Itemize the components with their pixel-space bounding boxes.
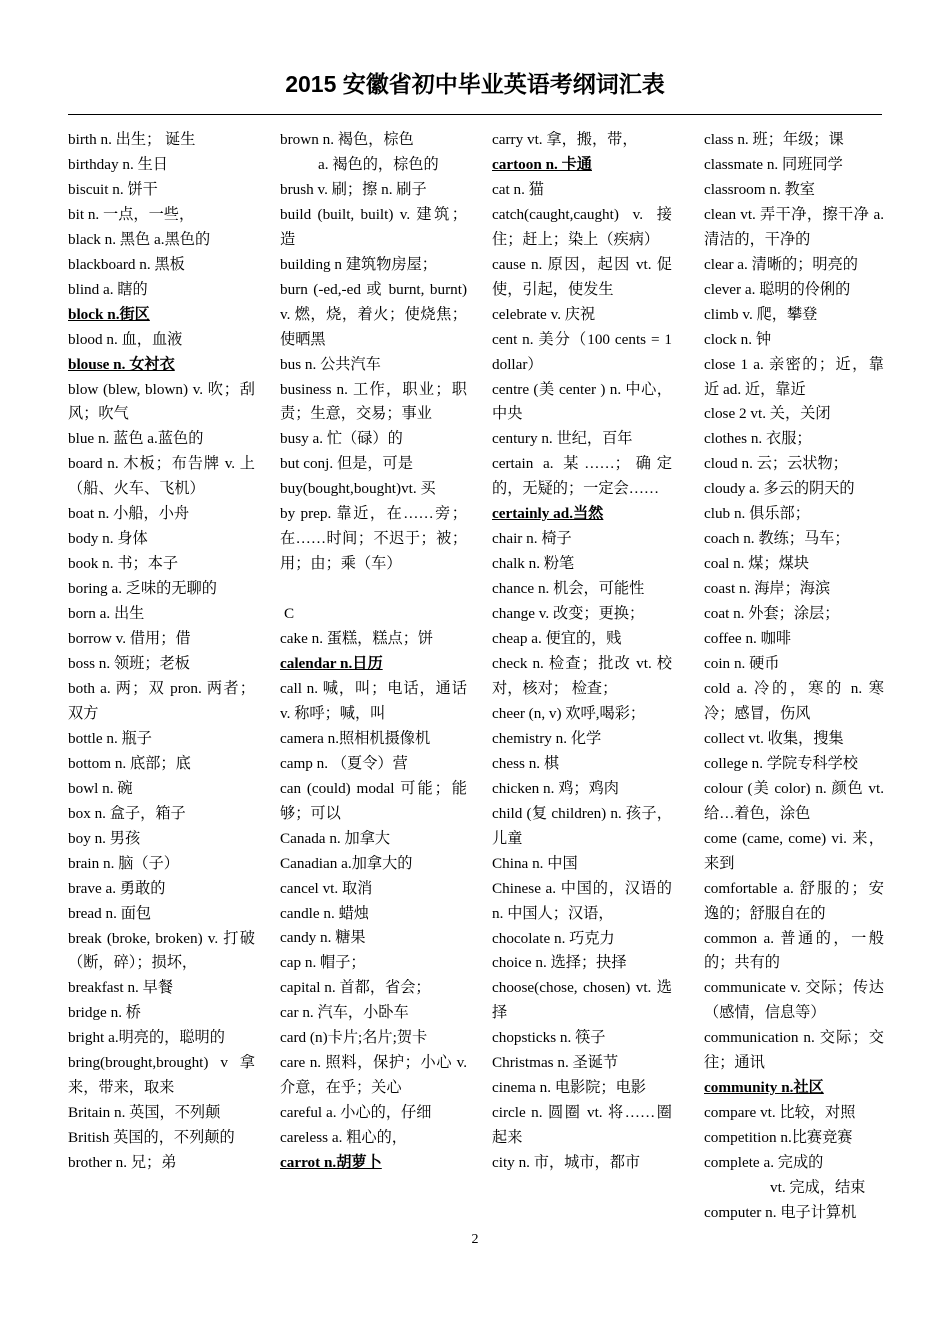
vocab-entry: comfortable a. 舒服的；安逸的；舒服自在的: [704, 879, 884, 922]
vocab-entry: block n.街区: [68, 305, 150, 323]
vocab-entry: board n. 木板；布告牌 v. 上（船、火车、飞机）: [68, 455, 255, 498]
vocab-entry: but conj. 但是，可是: [280, 455, 413, 473]
vocab-entry: both a. 两；双 pron. 两者；双方: [68, 679, 255, 722]
vocab-column-3: [492, 128, 672, 1176]
vocab-entry: cold a. 冷的，寒的 n. 寒冷；感冒，伤风: [704, 679, 884, 722]
vocab-entry: cinema n. 电影院；电影: [492, 1079, 646, 1097]
vocab-entry: cloud n. 云；云状物；: [704, 455, 848, 473]
vocab-entry: close 1 a. 亲密的；近，靠近 ad. 近，靠近: [704, 355, 884, 398]
vocab-entry: blue n. 蓝色 a.蓝色的: [68, 430, 204, 448]
vocab-entry: brother n. 兄；弟: [68, 1154, 177, 1172]
vocab-entry: box n. 盒子，箱子: [68, 804, 186, 822]
vocab-entry: classroom n. 教室: [704, 180, 815, 198]
vocab-entry: bottle n. 瓶子: [68, 729, 152, 747]
vocab-entry: bright a.明亮的，聪明的: [68, 1029, 225, 1047]
vocab-entry: building n 建筑物房屋；: [280, 255, 437, 273]
vocab-entry: calendar n.日历: [280, 655, 383, 672]
vocab-entry: boss n. 领班；老板: [68, 655, 190, 673]
vocab-entry: body n. 身体: [68, 530, 148, 548]
vocab-entry: brush v. 刷；擦 n. 刷子: [280, 180, 427, 198]
vocab-entry: a. 褐色的，棕色的: [318, 155, 439, 173]
page-number: 2: [471, 1232, 479, 1247]
vocab-entry: certain a. 某……；确定的，无疑的；一定会……: [492, 455, 672, 498]
vocab-entry: can (could) modal 可能；能够；可以: [280, 779, 467, 822]
vocab-entry: car n. 汽车，小卧车: [280, 1004, 409, 1022]
vocab-entry: cake n. 蛋糕，糕点；饼: [280, 630, 434, 648]
vocab-entry: chair n. 椅子: [492, 530, 572, 548]
vocab-entry: clock n. 钟: [704, 330, 772, 348]
vocab-entry: clear a. 清晰的；明亮的: [704, 255, 858, 273]
vocab-entry: cent n. 美分（100 cents = 1 dollar）: [492, 330, 672, 373]
section-letter: C: [284, 605, 295, 623]
vocab-entry: Canada n. 加拿大: [280, 829, 391, 847]
vocab-entry: busy a. 忙（碌）的: [280, 430, 403, 448]
vocab-entry: city n. 市，城市，都市: [492, 1154, 641, 1172]
vocab-entry: black n. 黑色 a.黑色的: [68, 230, 211, 248]
vocab-entry: communicate v. 交际；传达（感情，信息等）: [704, 979, 884, 1022]
vocab-entry: brave a. 勇敢的: [68, 879, 166, 897]
vocab-entry: blow (blew, blown) v. 吹；刮风；吹气: [68, 380, 255, 423]
vocab-entry: carrot n.胡萝卜: [280, 1154, 382, 1172]
vocab-entry: colour (美 color) n. 颜色 vt. 给…着色，涂色: [704, 779, 884, 822]
vocab-entry: cloudy a. 多云的阴天的: [704, 480, 855, 498]
vocab-entry: Britain n. 英国，不列颠: [68, 1104, 221, 1122]
vocab-entry: book n. 书；本子: [68, 555, 179, 573]
vocab-entry: birthday n. 生日: [68, 155, 168, 173]
vocab-entry: coat n. 外套；涂层；: [704, 605, 840, 623]
vocab-entry: coast n. 海岸；海滨: [704, 580, 831, 598]
vocab-entry: Canadian a.加拿大的: [280, 854, 413, 872]
vocab-entry: chopsticks n. 筷子: [492, 1029, 606, 1047]
vocab-entry: clever a. 聪明的伶俐的: [704, 280, 851, 298]
vocab-entry: certainly ad.当然: [492, 505, 604, 523]
vocab-entry: communication n. 交际；交往；通讯: [704, 1029, 884, 1072]
vocab-entry: competition n.比赛竞赛: [704, 1129, 853, 1147]
vocab-entry: careless a. 粗心的，: [280, 1129, 407, 1147]
vocab-entry: call n. 喊，叫；电话，通话 v. 称呼；喊，叫: [280, 679, 467, 722]
vocab-entry: birth n. 出生； 诞生: [68, 131, 196, 148]
vocab-entry: complete a. 完成的: [704, 1154, 824, 1172]
vocab-entry: bus n. 公共汽车: [280, 355, 381, 373]
vocab-entry: circle n. 圆圈 vt. 将……圈起来: [492, 1104, 672, 1147]
vocab-entry: compare vt. 比较，对照: [704, 1104, 856, 1122]
vocab-entry: computer n. 电子计算机: [704, 1203, 857, 1221]
vocab-entry: brown n. 褐色，棕色: [280, 131, 414, 148]
vocab-entry: collect vt. 收集，搜集: [704, 729, 844, 747]
vocab-entry: by prep. 靠近，在……旁；在……时间；不迟于；被；用；由；乘（车）: [280, 505, 467, 573]
vocab-entry: breakfast n. 早餐: [68, 979, 174, 997]
vocab-entry: century n. 世纪，百年: [492, 430, 633, 448]
vocab-entry: card (n)卡片;名片;贺卡: [280, 1029, 428, 1047]
vocab-entry: Chinese a. 中国的，汉语的 n. 中国人；汉语，: [492, 879, 672, 922]
vocab-entry: coffee n. 咖啡: [704, 630, 792, 648]
vocab-entry: chemistry n. 化学: [492, 729, 602, 747]
vocab-column-2: [280, 128, 467, 1176]
vocab-entry: cheer (n, v) 欢呼,喝彩；: [492, 704, 646, 722]
vocab-entry: change v. 改变；更换；: [492, 605, 645, 623]
vocab-entry: carry vt. 拿，搬，带，: [492, 131, 638, 148]
vocab-entry: blood n. 血，血液: [68, 330, 183, 348]
vocab-entry: vt. 完成，结束: [770, 1179, 866, 1197]
vocab-entry: child (复 children) n. 孩子，儿童: [492, 804, 672, 847]
vocab-entry: cancel vt. 取消: [280, 879, 373, 897]
blank-line: [280, 577, 467, 602]
vocab-entry: buy(bought,bought)vt. 买: [280, 480, 436, 498]
vocab-entry: bread n. 面包: [68, 904, 152, 922]
vocab-entry: cap n. 帽子；: [280, 954, 366, 972]
vocab-entry: Christmas n. 圣诞节: [492, 1054, 619, 1072]
vocab-entry: chalk n. 粉笔: [492, 555, 575, 573]
vocab-entry: bottom n. 底部；底: [68, 754, 191, 772]
vocab-entry: cat n. 猫: [492, 180, 544, 198]
vocab-entry: camera n.照相机摄像机: [280, 729, 431, 747]
vocab-entry: candy n. 糖果: [280, 929, 366, 947]
vocab-column-4: [704, 128, 884, 1226]
vocab-entry: check n. 检查；批改 vt. 校对，核对； 检查；: [492, 655, 672, 697]
vocab-entry: careful a. 小心的，仔细: [280, 1104, 432, 1122]
vocab-entry: close 2 vt. 关，关闭: [704, 405, 831, 423]
vocab-entry: come (came, come) vi. 来，来到: [704, 829, 884, 872]
vocab-entry: burn (-ed,-ed 或 burnt, burnt) v. 燃，烧，着火；使烧焦；使晒黑: [280, 280, 467, 348]
vocab-entry: common a. 普通的，一般的；共有的: [704, 929, 884, 972]
vocab-entry: bridge n. 桥: [68, 1004, 141, 1022]
vocab-entry: celebrate v. 庆祝: [492, 305, 596, 323]
vocab-entry: clean vt. 弄干净，擦干净 a. 清洁的，干净的: [704, 205, 884, 248]
vocab-entry: college n. 学院专科学校: [704, 754, 858, 772]
vocab-entry: chicken n. 鸡；鸡肉: [492, 779, 619, 797]
vocab-entry: borrow v. 借用；借: [68, 630, 191, 648]
vocab-entry: chess n. 棋: [492, 754, 560, 772]
vocab-entry: bring(brought,brought) v 拿来，带来，取来: [68, 1054, 255, 1097]
vocab-entry: China n. 中国: [492, 854, 578, 872]
vocab-entry: choose(chose, chosen) vt. 选择: [492, 979, 672, 1022]
vocab-entry: community n.社区: [704, 1079, 824, 1097]
vocab-entry: bit n. 一点，一些，: [68, 205, 195, 223]
vocab-entry: boring a. 乏味的无聊的: [68, 580, 217, 598]
vocab-entry: brain n. 脑（子）: [68, 854, 179, 872]
vocab-entry: choice n. 选择；抉择: [492, 954, 627, 972]
vocab-entry: blackboard n. 黑板: [68, 255, 185, 273]
vocab-entry: cartoon n. 卡通: [492, 155, 592, 173]
vocab-entry: coin n. 硬币: [704, 655, 780, 673]
vocab-entry: cheap a. 便宜的，贱: [492, 630, 622, 648]
vocab-entry: clothes n. 衣服；: [704, 430, 812, 448]
vocab-entry: build (built, built) v. 建筑；造: [280, 205, 467, 248]
vocab-entry: cause n. 原因，起因 vt. 促使，引起，使发生: [492, 255, 672, 298]
vocab-entry: care n. 照料，保护；小心 v. 介意，在乎；关心: [280, 1054, 467, 1097]
vocab-entry: capital n. 首都，省会；: [280, 979, 431, 997]
vocab-entry: British 英国的，不列颠的: [68, 1129, 235, 1147]
vocab-entry: camp n. （夏令）营: [280, 754, 408, 772]
vocab-entry: business n. 工作，职业；职责；生意，交易；事业: [280, 380, 467, 423]
vocab-entry: born a. 出生: [68, 605, 145, 623]
vocab-entry: coach n. 教练；马车；: [704, 530, 850, 548]
vocab-entry: climb v. 爬，攀登: [704, 305, 818, 323]
vocab-entry: boy n. 男孩: [68, 829, 141, 847]
vocab-entry: boat n. 小船，小舟: [68, 505, 190, 523]
vocab-entry: class n. 班；年级；课: [704, 131, 844, 148]
title-rule: [68, 114, 882, 115]
vocab-entry: blouse n. 女衬衣: [68, 355, 175, 373]
vocab-entry: chocolate n. 巧克力: [492, 929, 615, 947]
vocab-entry: break (broke, broken) v. 打破（断，碎）；损坏，: [68, 929, 255, 972]
vocab-entry: classmate n. 同班同学: [704, 155, 843, 173]
vocab-entry: candle n. 蜡烛: [280, 904, 369, 922]
vocab-entry: club n. 俱乐部；: [704, 505, 810, 523]
vocab-entry: centre (美 center ) n. 中心，中央: [492, 380, 672, 423]
vocab-column-1: [68, 128, 255, 1176]
vocab-entry: biscuit n. 饼干: [68, 180, 158, 198]
vocab-entry: blind a. 瞎的: [68, 280, 148, 298]
vocab-entry: coal n. 煤；煤块: [704, 555, 810, 573]
vocab-entry: chance n. 机会，可能性: [492, 580, 645, 598]
page-title: 2015 安徽省初中毕业英语考纲词汇表: [285, 71, 665, 97]
vocab-entry: bowl n. 碗: [68, 779, 133, 797]
vocab-entry: catch(caught,caught) v. 接住；赶上；染上（疾病）: [492, 205, 672, 248]
